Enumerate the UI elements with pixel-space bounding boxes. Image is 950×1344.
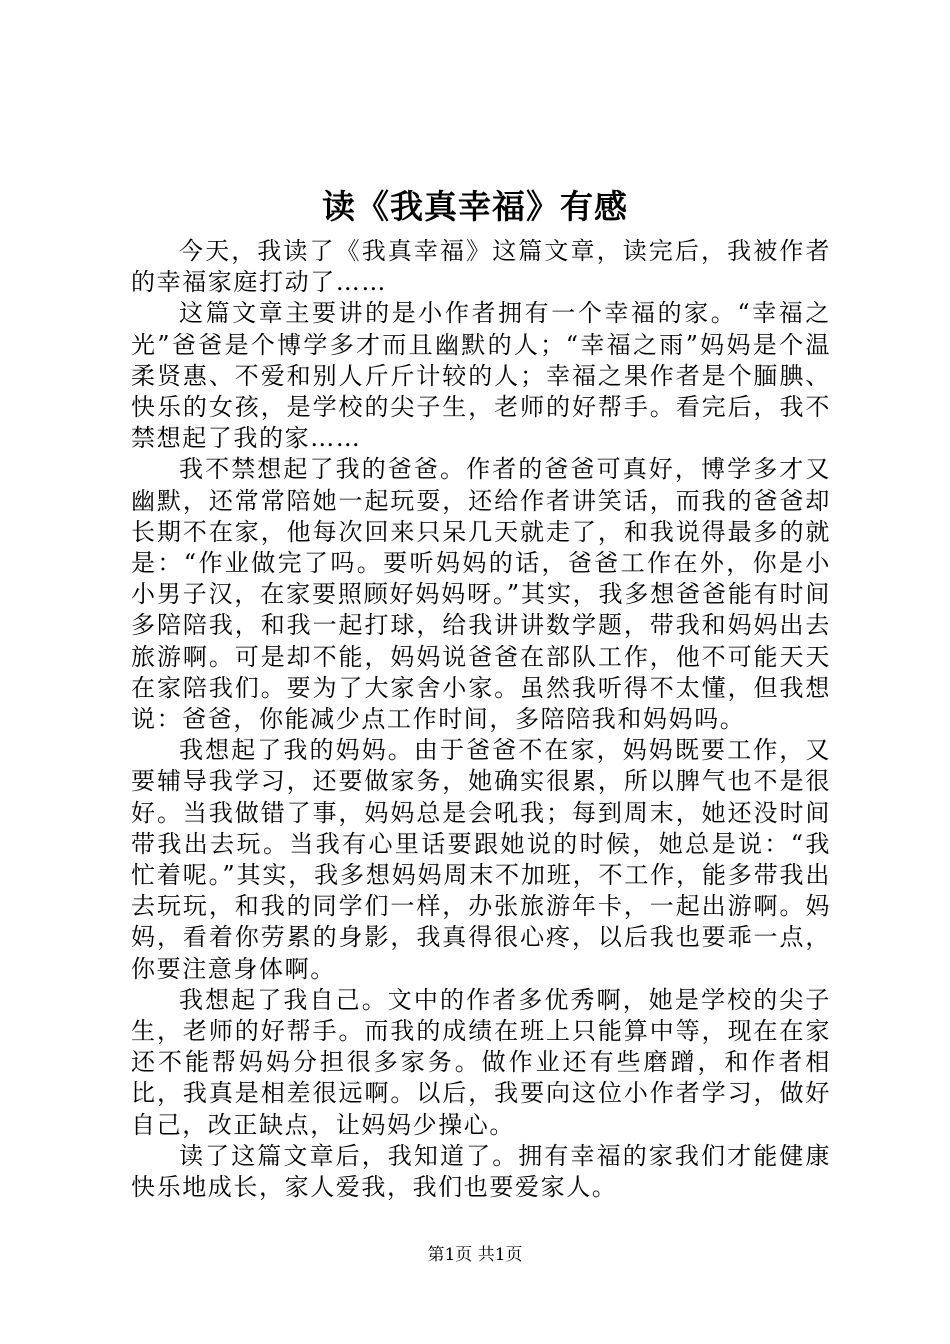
paragraph-5: 我想起了我自己。文中的作者多优秀啊，她是学校的尖子生，老师的好帮手。而我的成绩在班上只能算中等，现在在家还不能帮妈妈分担很多家务。做作业还有些磨蹭，和作者相比，我真是相差很远啊。以后，我要向这位小作者学习，做好自己，改正缺点，让妈妈少操心。	[131, 985, 831, 1139]
document-title: 读《我真幸福》有感	[322, 187, 628, 226]
paragraph-6: 读了这篇文章后，我知道了。拥有幸福的家我们才能健康快乐地成长，家人爱我，我们也要爱家人。	[131, 1141, 831, 1202]
page-footer: 第1页 共1页	[427, 1245, 523, 1265]
paragraph-1: 今天，我读了《我真幸福》这篇文章，读完后，我被作者的幸福家庭打动了……	[131, 237, 831, 297]
paragraph-3: 我不禁想起了我的爸爸。作者的爸爸可真好，博学多才又幽默，还常常陪她一起玩耍，还给作者讲笑话，而我的爸爸却长期不在家，他每次回来只呆几天就走了，和我说得最多的就是：“作业做完了吗。要听妈妈的话，爸爸工作在外，你是小小男子汉，在家要照顾好妈妈呀。”其实，我多想爸爸能有时间多陪陪我，和我一起打球，给我讲讲数学题，带我和妈妈出去旅游啊。可是却不能，妈妈说爸爸在部队工作，他不可能天天在家陪我们。要为了大家舍小家。虽然我听得不太懂，但我想说：爸爸，你能减少点工作时间，多陪陪我和妈妈吗。	[131, 455, 831, 734]
document-body	[131, 236, 831, 1203]
paragraph-2: 这篇文章主要讲的是小作者拥有一个幸福的家。“幸福之光”爸爸是个博学多才而且幽默的人；“幸福之雨”妈妈是个温柔贤惠、不爱和别人斤斤计较的人；幸福之果作者是个腼腆、快乐的女孩，是学校的尖子生，老师的好帮手。看完后，我不禁想起了我的家……	[131, 299, 831, 453]
paragraph-4: 我想起了我的妈妈。由于爸爸不在家，妈妈既要工作，又要辅导我学习，还要做家务，她确实很累，所以脾气也不是很好。当我做错了事，妈妈总是会吼我；每到周末，她还没时间带我出去玩。当我有心里话要跟她说的时候，她总是说：“我忙着呢。”其实，我多想妈妈周末不加班，不工作，能多带我出去玩玩，和我的同学们一样，办张旅游年卡，一起出游啊。妈妈，看着你劳累的身影，我真得很心疼，以后我也要乖一点，你要注意身体啊。	[131, 736, 831, 983]
